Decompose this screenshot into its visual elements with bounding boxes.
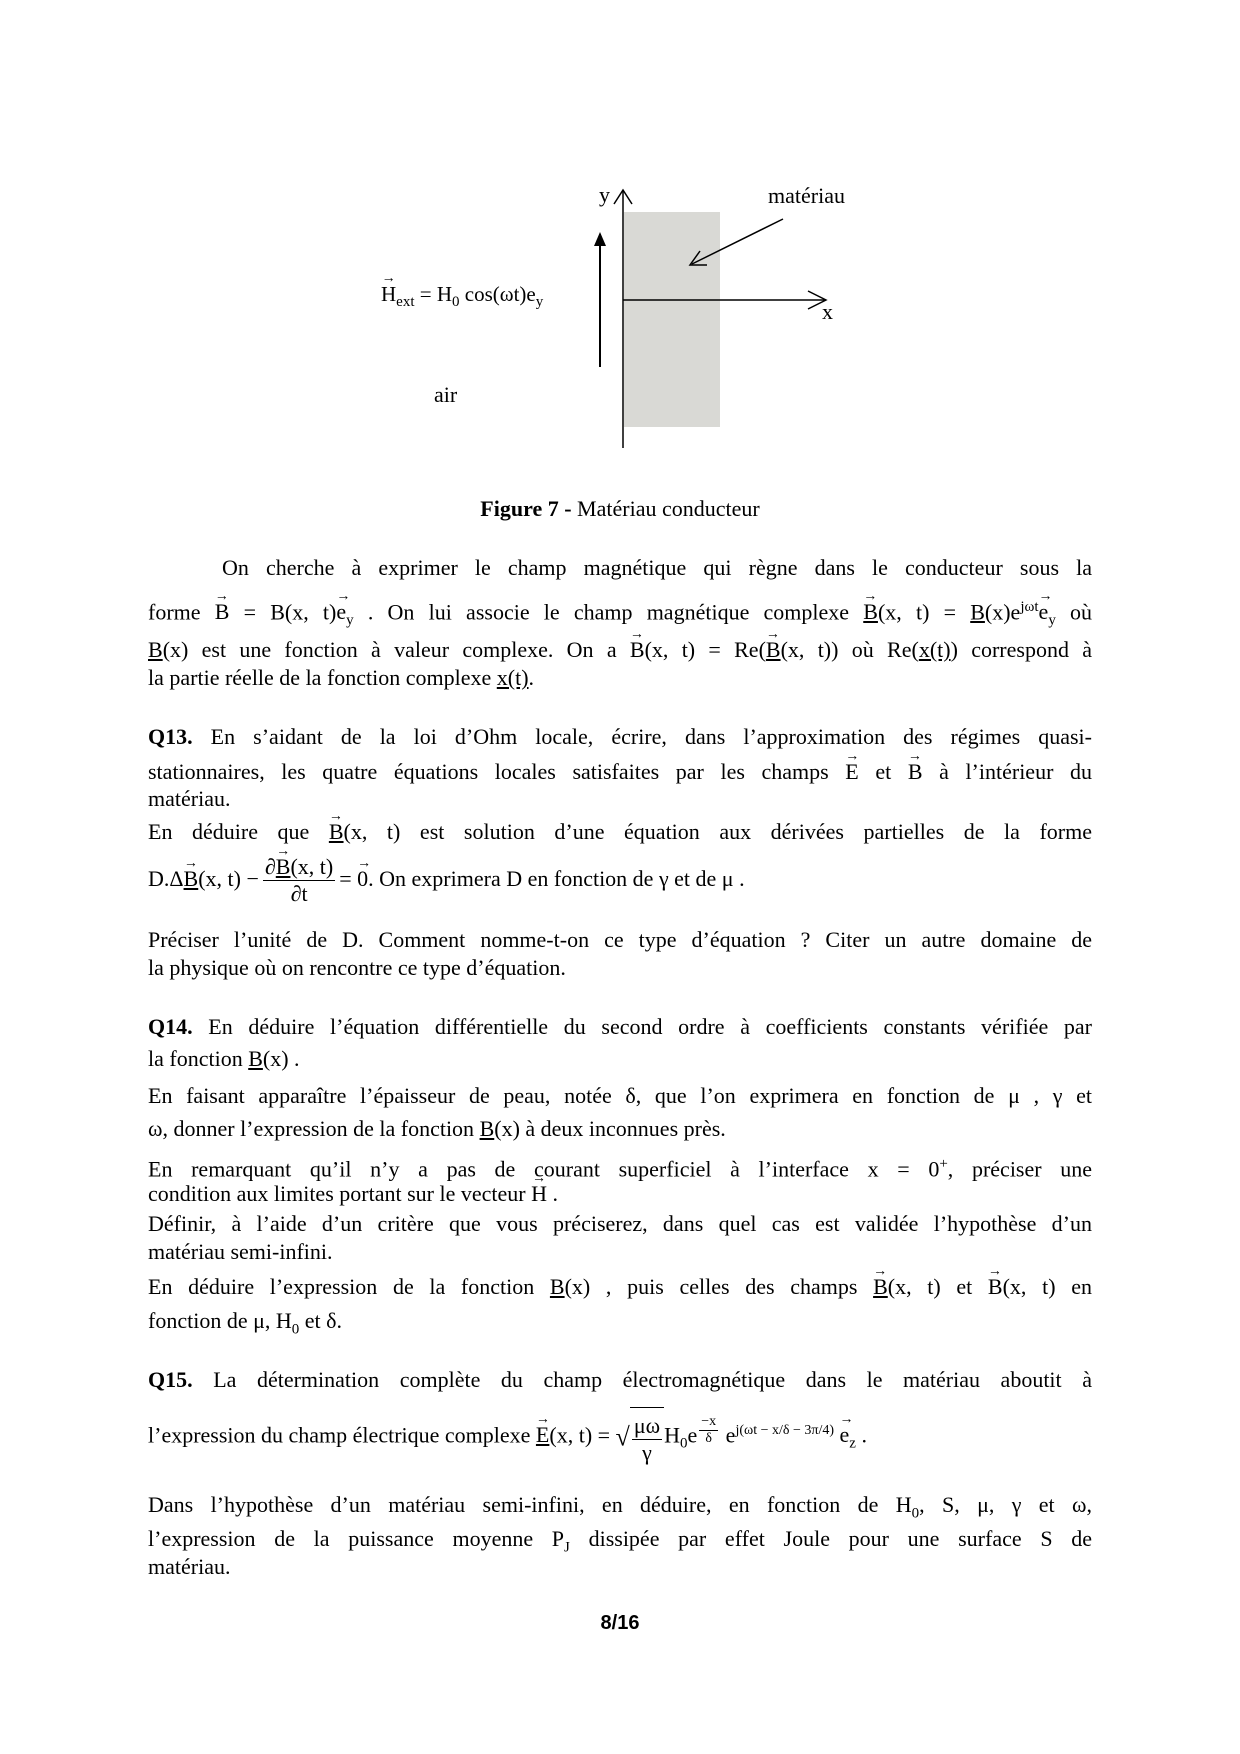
q13-line-6: Préciser l’unité de D. Comment nomme-t-on ce type d’équation ? Citer un autre domaine de bbox=[148, 927, 1092, 952]
y-axis-label: y bbox=[599, 182, 610, 207]
x-axis-label: x bbox=[822, 299, 833, 324]
intro-line-1: On cherche à exprimer le champ magnétique qui règne dans le conducteur sous la bbox=[222, 555, 1092, 580]
q15-label: Q15. bbox=[148, 1367, 193, 1392]
intro-line-3: B(x) est une fonction à valeur complexe. On a → B(x, t) = Re(→ B(x, t)) où Re(x(t)) correspond à bbox=[148, 635, 1092, 665]
q13-equation: D.Δ→ B(x, t) − $\frac{\partial\to B(x, t)}{\partial t}$ = → 0. On exprimera D en fonction de γ et de μ . bbox=[148, 852, 1092, 907]
material-label: matériau bbox=[768, 183, 845, 208]
q14-line-3: En faisant apparaître l’épaisseur de peau, notée δ, que l’on exprimera en fonction de μ , γ et bbox=[148, 1083, 1092, 1108]
figure-caption: Figure 7 - Matériau conducteur bbox=[480, 496, 760, 521]
q13-line-4: En déduire que → B(x, t) est solution d’une équation aux dérivées partielles de la forme bbox=[148, 817, 1092, 847]
q15-line-5: matériau. bbox=[148, 1554, 231, 1579]
q15-line-1: Q15. La détermination complète du champ électromagnétique dans le matériau aboutit à bbox=[148, 1367, 1092, 1392]
intro-line-4: la partie réelle de la fonction complexe x(t). bbox=[148, 665, 535, 690]
q13-label: Q13. bbox=[148, 724, 193, 749]
q14-line-2: la fonction B(x) . bbox=[148, 1046, 300, 1071]
page-number: 8/16 bbox=[600, 1612, 640, 1634]
q15-line-4: l’expression de la puissance moyenne $P_J$ dissipée par effet Joule pour une surface S de bbox=[148, 1526, 1093, 1556]
q14-line-9: En déduire l’expression de la fonction B(x) , puis celles des champs → B(x, t) et → B(x, t) en bbox=[148, 1272, 1092, 1302]
q14-line-5: En remarquant qu’il n’y a pas de courant superficiel à l’interface x = 0+, préciser une bbox=[148, 1156, 1093, 1182]
intro-line-2: forme → B = B(x, $t)\to e_y$ . On lui associe le champ magnétique complexe → B(x, $t) = B(x)e^{j\omega t}\to e_y$ où bbox=[148, 592, 1092, 636]
q14-label: Q14. bbox=[148, 1014, 193, 1039]
q14-line-4: ω, donner l’expression de la fonction B(x) à deux inconnues près. bbox=[148, 1116, 726, 1141]
q15-equation-line: l’expression du champ électrique complexe → E(x, t) = √ $\frac{\mu\omega}{\gamma}$ $H_0e$ $^{\frac{-x}{\delta}}$ $e^{j(\omega t - x/\delta - 3\pi/4)} \to e_z$ . bbox=[148, 1400, 1092, 1474]
q14-line-6: condition aux limites portant sur le vecteur → H . bbox=[148, 1179, 1092, 1209]
figure-7 bbox=[0, 0, 1240, 460]
h-field-equation: → $H_{ext} = H_0$ $\cos(\omega t)e_y$ bbox=[381, 279, 543, 317]
q15-line-3: Dans l’hypothèse d’un matériau semi-infini, en déduire, en fonction de $H_0$, S, μ, γ et ω, bbox=[148, 1492, 1092, 1522]
q13-line-2: stationnaires, les quatre équations locales satisfaites par les champs → E et → B à l’intérieur du bbox=[148, 757, 1092, 787]
q14-line-7: Définir, à l’aide d’un critère que vous préciserez, dans quel cas est validée l’hypothèse d’un bbox=[148, 1211, 1092, 1236]
q13-line-7: la physique où on rencontre ce type d’équation. bbox=[148, 955, 566, 980]
conductor-material-block bbox=[624, 212, 720, 427]
q13-line-1: Q13. En s’aidant de la loi d’Ohm locale, écrire, dans l’approximation des régimes quasi- bbox=[148, 724, 1092, 749]
q13-line-3: matériau. bbox=[148, 786, 231, 811]
q14-line-10: fonction de μ, $H_0$ et δ. bbox=[148, 1308, 343, 1338]
q14-line-8: matériau semi-infini. bbox=[148, 1239, 333, 1264]
h-field-arrowhead bbox=[594, 232, 606, 246]
q14-line-1: Q14. En déduire l’équation différentielle du second ordre à coefficients constants vérifiée par bbox=[148, 1014, 1092, 1039]
air-label: air bbox=[434, 382, 458, 407]
